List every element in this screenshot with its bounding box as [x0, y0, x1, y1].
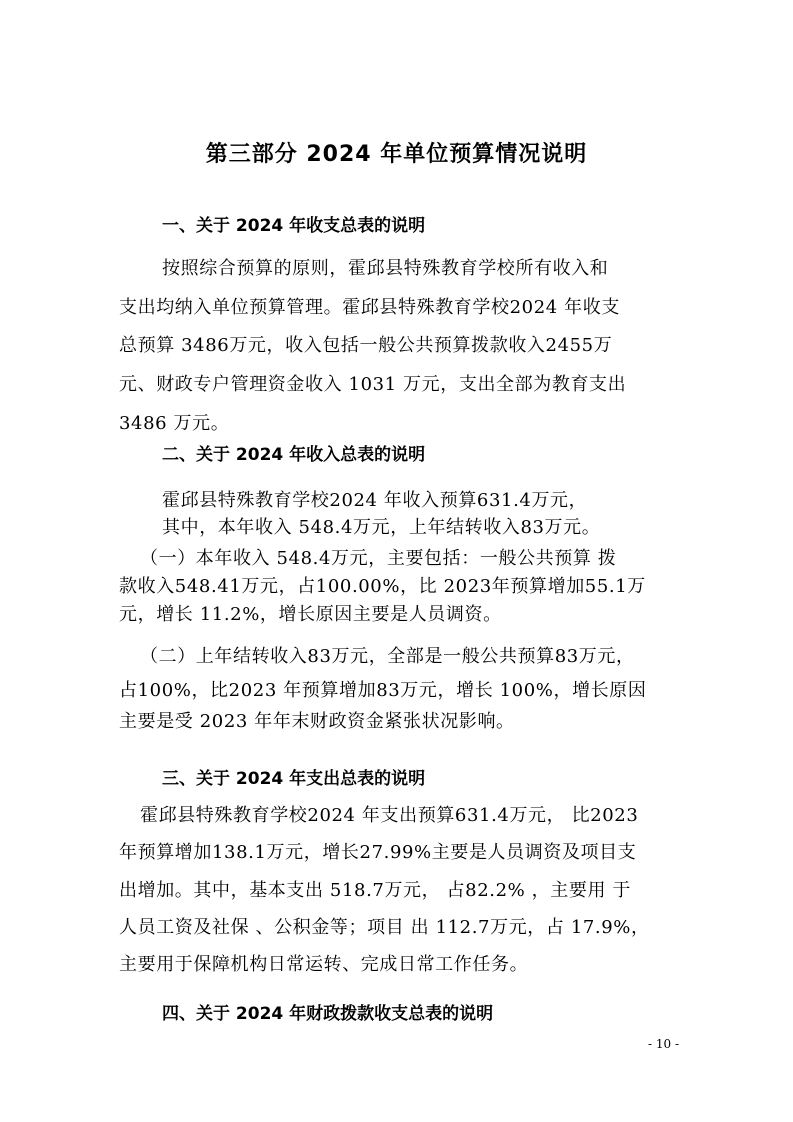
paragraph-line: 出增加。其中，基本支出 518.7万元， 占82.2% ，主要用 于 — [119, 880, 631, 901]
paragraph-line: 元，增长 11.2%，增长原因主要是人员调资。 — [119, 604, 502, 625]
section-heading-2: 二、关于 2024 年收入总表的说明 — [162, 445, 426, 465]
paragraph-line: 霍邱县特殊教育学校2024 年收入预算631.4万元， — [162, 490, 588, 511]
section-heading-3: 三、关于 2024 年支出总表的说明 — [162, 769, 426, 789]
paragraph-line: 支出均纳入单位预算管理。霍邱县特殊教育学校2024 年收支 — [119, 297, 620, 318]
page-title: 第三部分 2024 年单位预算情况说明 — [205, 142, 588, 167]
paragraph-line: 元、财政专户管理资金收入 1031 万元，支出全部为教育支出 — [119, 374, 627, 395]
paragraph-line: 年预算增加138.1万元，增长27.99%主要是人员调资及项目支 — [119, 842, 637, 863]
page-number: - 10 - — [648, 1037, 680, 1051]
paragraph-line: 总预算 3486万元，收入包括一般公共预算拨款收入2455万 — [119, 335, 613, 356]
paragraph-line: （一）本年收入 548.4万元，主要包括：一般公共预算 拨 — [140, 548, 617, 569]
paragraph-line: 3486 万元。 — [119, 413, 230, 434]
paragraph-line: 人员工资及社保 、公积金等；项目 出 112.7万元，占 17.9%， — [119, 917, 650, 938]
paragraph-line: 占100%，比2023 年预算增加83万元，增长 100%，增长原因 — [119, 680, 647, 701]
paragraph-line: 霍邱县特殊教育学校2024 年支出预算631.4万元， 比2023 — [140, 805, 639, 826]
paragraph-line: 主要用于保障机构日常运转、完成日常工作任务。 — [119, 954, 529, 975]
paragraph-line: 其中，本年收入 548.4万元，上年结转收入83万元。 — [162, 517, 601, 538]
paragraph-line: 款收入548.41万元，占100.00%，比 2023年预算增加55.1万 — [119, 576, 646, 597]
paragraph-line: 按照综合预算的原则，霍邱县特殊教育学校所有收入和 — [162, 258, 609, 279]
section-heading-1: 一、关于 2024 年收支总表的说明 — [162, 216, 426, 236]
section-heading-4: 四、关于 2024 年财政拨款收支总表的说明 — [162, 1004, 494, 1024]
paragraph-line: （二）上年结转收入83万元，全部是一般公共预算83万元， — [140, 646, 635, 667]
paragraph-line: 主要是受 2023 年年末财政资金紧张状况影响。 — [119, 711, 515, 732]
